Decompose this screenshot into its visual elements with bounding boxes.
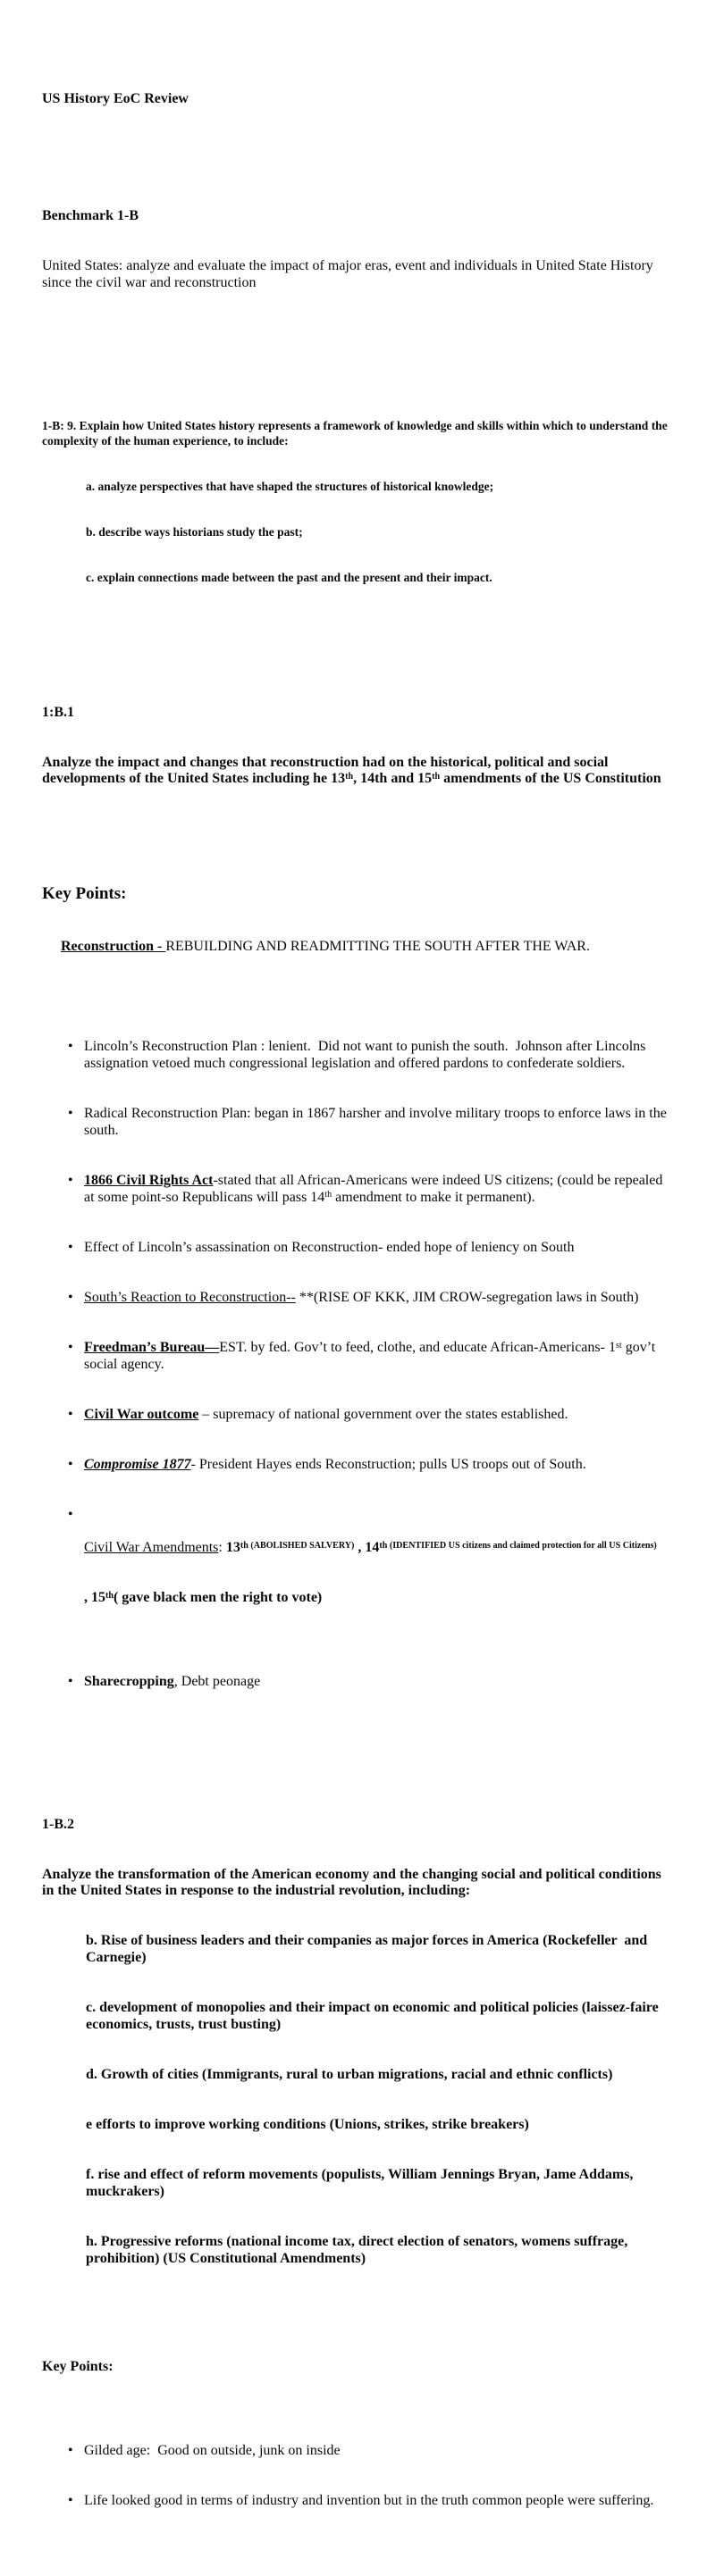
- section-1b1-text: amendments of the US Constitution: [440, 771, 661, 787]
- reconstruction-definition: REBUILDING AND READMITTING THE SOUTH AFTER THE WAR.: [165, 939, 590, 954]
- bullet-text: – supremacy of national government over the states established.: [198, 1406, 568, 1422]
- superscript-13th-note: th (ABOLISHED SALVERY): [240, 1541, 355, 1551]
- term-south-reaction: South’s Reaction to Reconstruction--: [84, 1289, 296, 1305]
- list-item-assassination: [42, 1240, 671, 1257]
- list-item-freedmans-bureau: [42, 1340, 671, 1373]
- benchmark-description: United States: analyze and evaluate the impact of major eras, event and individuals in United State History since the civil war and reconstruction: [42, 258, 657, 290]
- key-points-1-heading: Key Points:: [42, 883, 127, 903]
- section-1b1-heading: 1:B.1: [42, 704, 74, 720]
- superscript-th: th: [324, 1190, 332, 1200]
- bullet-text: amendment to make it permanent).: [332, 1189, 535, 1205]
- amendment-13: 13: [225, 1540, 240, 1556]
- bullet-text: - President Hayes ends Reconstruction; pulls US troops out of South.: [190, 1456, 586, 1472]
- superscript-th: th: [432, 772, 441, 782]
- benchmark-heading: Benchmark 1-B: [42, 208, 139, 224]
- key-points-2-list: [42, 2409, 671, 2543]
- key-points-1-list: [42, 1006, 671, 1724]
- term-compromise-1877: Compromise 1877: [84, 1456, 191, 1472]
- superscript-14th-note: th (IDENTIFIED US citizens and claimed protection for all US Citizens): [379, 1541, 657, 1551]
- amendment-15: , 15: [84, 1590, 105, 1606]
- amendment-14: 14: [365, 1540, 380, 1556]
- list-item-civil-rights-act: [42, 1173, 671, 1206]
- list-item-civil-war-amendments: [42, 1507, 671, 1641]
- bullet-text: Gilded age: Good on outside, junk on inside: [84, 2442, 341, 2458]
- superscript-st: st: [615, 1340, 622, 1351]
- section-1b2-item-h: h. Progressive reforms (national income tax, direct election of senators, womens suffrage, prohibition) (US Constitutional Amendments): [86, 2234, 632, 2266]
- spacer: [42, 325, 671, 338]
- spacer: [42, 1757, 671, 1766]
- standard-intro: 1-B: 9. Explain how United States history represents a framework of knowledge and skills within which to understand the complexity of the human experience, to include:: [42, 419, 671, 448]
- bullet-text: Lincoln’s Reconstruction Plan : lenient. Did not want to punish the south. Johnson after Lincolns assignation vetoed much congressional legislation and offered pardons to confederate soldiers.: [84, 1039, 650, 1071]
- spacer: [42, 2301, 671, 2309]
- standard-item-b: b. describe ways historians study the past;: [86, 525, 303, 539]
- standard-item-c: c. explain connections made between the past and the present and their impact.: [86, 571, 492, 585]
- section-1b1-text: , 14th and 15: [353, 771, 433, 787]
- superscript-th: th: [345, 772, 354, 782]
- bullet-text: ( gave black men the right to vote): [113, 1590, 323, 1606]
- spacer: [42, 648, 671, 654]
- bullet-text: Radical Reconstruction Plan: began in 1867 harsher and involve military troops to enforce laws in the south.: [84, 1106, 670, 1138]
- list-item-life-looked-good: [42, 2493, 671, 2510]
- section-1b2-item-e: e efforts to improve working conditions (Unions, strikes, strike breakers): [86, 2117, 529, 2133]
- list-item-civil-war-outcome: [42, 1407, 671, 1424]
- bullet-text: -stated that all African-Americans were indeed US citizens; (could be repealed at some point-so Republicans will pass 14: [84, 1172, 667, 1205]
- doc-title: US History EoC Review: [42, 91, 189, 107]
- list-item-compromise-1877: [42, 1457, 671, 1474]
- standard-item-a: a. analyze perspectives that have shaped the structures of historical knowledge;: [86, 480, 494, 494]
- bullet-text: , Debt peonage: [173, 1673, 261, 1689]
- section-1b2-item-d: d. Growth of cities (Immigrants, rural to urban migrations, racial and ethnic conflicts): [86, 2067, 613, 2083]
- reconstruction-line: [61, 939, 671, 956]
- list-item-lincoln-plan: [42, 1039, 671, 1072]
- bullet-text: gov’t social agency.: [84, 1339, 660, 1372]
- bullet-text: ,: [354, 1540, 366, 1556]
- section-1b2-item-c: c. development of monopolies and their impact on economic and political policies (laissez-faire economics, trusts, trust busting): [86, 2000, 662, 2032]
- bullet-text: :: [218, 1540, 226, 1556]
- standard-block: [42, 388, 671, 615]
- list-item-radical-plan: [42, 1106, 671, 1139]
- term-1866-civil-rights-act: 1866 Civil Rights Act: [84, 1172, 214, 1188]
- bullet-text: **(RISE OF KKK, JIM CROW-segregation laws in South): [295, 1289, 639, 1305]
- term-freedmans-bureau: Freedman’s Bureau—: [84, 1339, 220, 1355]
- amendments-line-1: [84, 1540, 671, 1557]
- section-1b1-body: [42, 755, 671, 788]
- reconstruction-term: Reconstruction -: [61, 939, 166, 954]
- term-civil-war-amendments: Civil War Amendments: [84, 1540, 219, 1556]
- spacer: [42, 821, 671, 832]
- section-1b2-heading: 1-B.2: [42, 1816, 74, 1832]
- list-item-sharecropping: [42, 1674, 671, 1691]
- bullet-text: Effect of Lincoln’s assassination on Reconstruction- ended hope of leniency on South: [84, 1239, 575, 1255]
- key-points-2-heading: Key Points:: [42, 2359, 114, 2375]
- bullet-text: Life looked good in terms of industry and invention but in the truth common people were suffering.: [84, 2492, 654, 2508]
- section-1b1-text: Analyze the impact and changes that reconstruction had on the historical, political and social developments of the United States including he 13: [42, 754, 612, 787]
- list-item-gilded-age: [42, 2443, 671, 2460]
- spacer: [42, 141, 671, 158]
- section-1b2-item-b: b. Rise of business leaders and their companies as major forces in America (Rockefeller and Carnegie): [86, 1933, 652, 1966]
- term-sharecropping: Sharecropping: [84, 1673, 174, 1689]
- section-1b2-intro: Analyze the transformation of the American economy and the changing social and political conditions in the United States in response to the industrial revolution, including:: [42, 1866, 665, 1899]
- amendments-line-2: [84, 1590, 671, 1607]
- term-civil-war-outcome: Civil War outcome: [84, 1406, 199, 1422]
- bullet-text: EST. by fed. Gov’t to feed, clothe, and educate African-Americans- 1: [219, 1339, 616, 1355]
- superscript-th: th: [105, 1591, 114, 1602]
- section-1b2-item-f: f. rise and effect of reform movements (populists, William Jennings Bryan, Jame Addams, muckrakers): [86, 2167, 637, 2200]
- list-item-south-reaction: [42, 1290, 671, 1307]
